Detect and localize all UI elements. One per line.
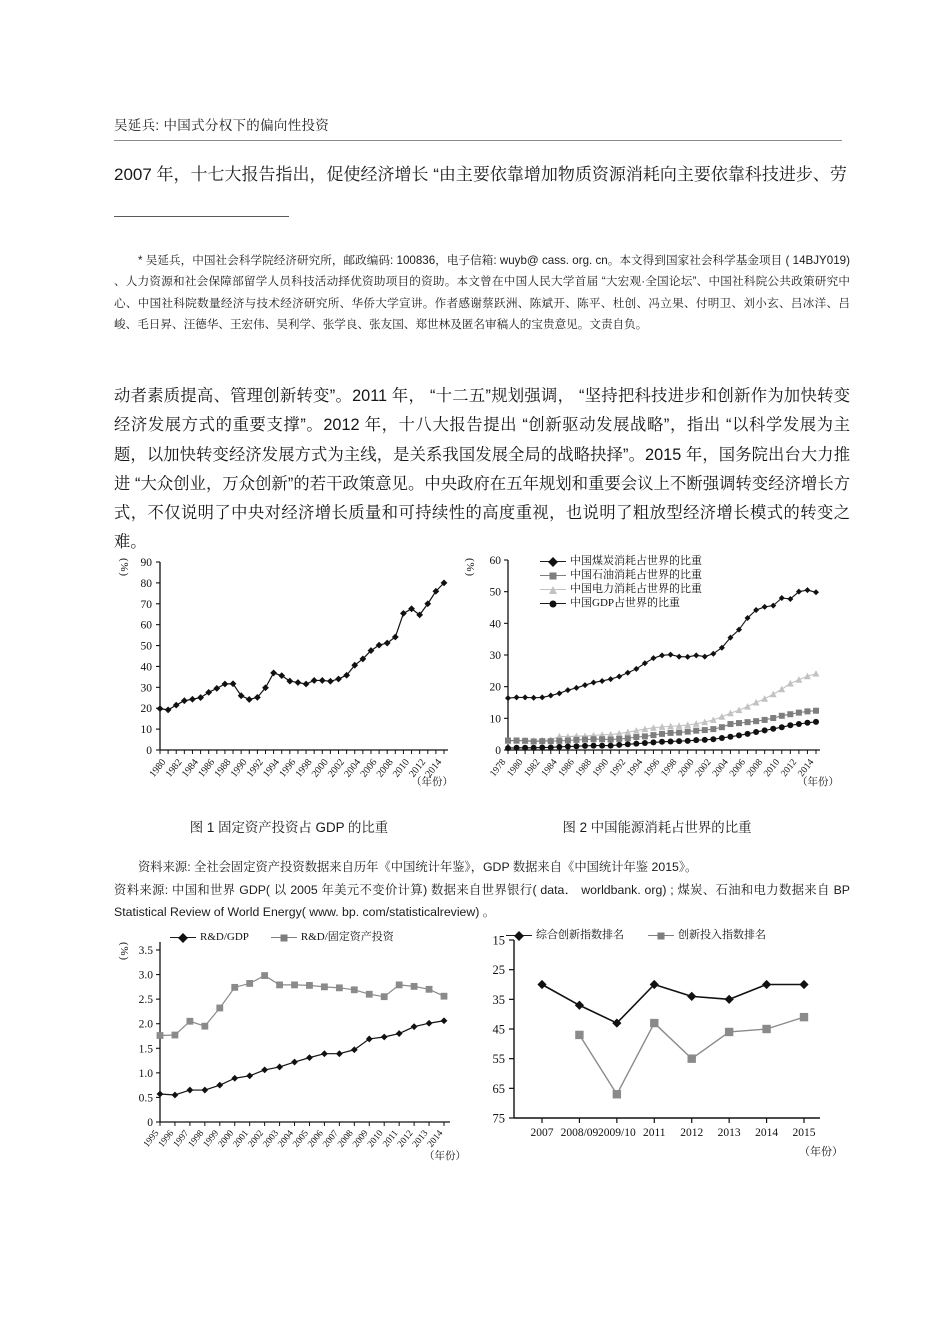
svg-text:2005: 2005 (291, 1128, 311, 1150)
running-head-rule (114, 140, 842, 141)
svg-text:50: 50 (140, 640, 152, 653)
fig1-x-axis-unit: （年份） (411, 776, 453, 788)
circle-marker-icon (550, 600, 557, 607)
svg-text:2004: 2004 (276, 1128, 296, 1150)
svg-text:2001: 2001 (231, 1128, 252, 1150)
svg-text:2006: 2006 (727, 757, 748, 779)
chart-fig1 (114, 552, 464, 802)
fig2-x-axis-unit: （年份） (797, 776, 839, 788)
source-notes (114, 856, 850, 924)
svg-text:1994: 1994 (261, 757, 283, 780)
svg-text:1988: 1988 (573, 757, 594, 779)
line-swatch-icon (540, 589, 566, 590)
svg-text:75: 75 (492, 1111, 505, 1126)
chart-fig4 (466, 930, 850, 1180)
svg-text:1998: 1998 (658, 757, 680, 779)
fig3-legend-label-rd-gdp: R&D/GDP (200, 931, 249, 943)
fig4-legend-item-composite (506, 928, 624, 942)
svg-text:2014: 2014 (425, 1128, 446, 1150)
fig3-plot (114, 930, 466, 1180)
svg-text:1986: 1986 (556, 757, 577, 779)
svg-text:1994: 1994 (624, 757, 646, 779)
svg-text:2007: 2007 (321, 1128, 341, 1150)
svg-text:2008: 2008 (336, 1128, 356, 1150)
fig2-legend-item-power (540, 582, 702, 596)
svg-text:2004: 2004 (342, 757, 364, 780)
svg-text:15: 15 (492, 933, 505, 948)
svg-text:2010: 2010 (390, 757, 412, 780)
svg-text:1982: 1982 (163, 757, 185, 780)
svg-text:10: 10 (140, 724, 152, 737)
fig2-y-axis-unit: ( % ) (464, 558, 476, 575)
svg-text:2010: 2010 (366, 1128, 386, 1150)
line-swatch-icon (506, 935, 532, 936)
svg-text:2.0: 2.0 (138, 1018, 153, 1031)
diamond-marker-icon (514, 931, 524, 941)
footnote-body: * 吴延兵，中国社会科学院经济研究所，邮政编码: 100836，电子信箱: wuyb@ cass. org. cn。本文得到国家社会科学基金项目 ( 14BJY019) 、人力资源和社会保障部留学人员科技活动择优资助项目的资助。本文曾在中国人民大学首届 “大宏观·全国论坛”、中国社科院公共政策研究中心、中国社科院数量经济与技术经济研究所、华侨大学宣讲。作者感谢蔡跃洲、陈斌开、陈平、杜创、冯立果、付明卫、刘小玄、吕冰洋、吕峻、毛日昇、汪德华、王宏伟、吴利学、张学良、张友国、郑世林及匿名审稿人的宝贵意见。文责自负。 (114, 254, 850, 332)
svg-text:55: 55 (492, 1052, 505, 1067)
square-marker-icon (550, 572, 557, 579)
svg-text:10: 10 (489, 713, 501, 726)
figure-band-bottom (114, 930, 850, 1180)
footnote-text (114, 250, 850, 336)
svg-text:40: 40 (489, 618, 501, 631)
triangle-marker-icon (549, 586, 557, 594)
svg-text:2011: 2011 (642, 1127, 666, 1139)
line-swatch-icon (170, 937, 196, 938)
svg-text:1980: 1980 (147, 757, 169, 780)
svg-text:1992: 1992 (607, 757, 629, 779)
svg-text:1978: 1978 (487, 757, 509, 779)
svg-text:1980: 1980 (504, 757, 526, 779)
svg-text:35: 35 (492, 992, 505, 1007)
line-swatch-icon (271, 937, 297, 938)
diamond-marker-icon (178, 933, 188, 943)
svg-text:2007: 2007 (530, 1127, 554, 1139)
source-note-1-text: 资料来源: 全社会固定资产投资数据来自历年《中国统计年鉴》，GDP 数据来自《中国统计年鉴 2015》。 (138, 860, 698, 874)
svg-text:1990: 1990 (228, 757, 250, 780)
body-paragraph: 动者素质提高、管理创新转变”。2011 年， “十二五”规划强调， “坚持把科技进步和创新作为加快转变经济发展方式的重要支撑”。2012 年，十八大报告提出 “创新驱动发展战略”，指出 “以科学发展为主题，以加快转变经济发展方式为主线，是关系我国发展全局的战略抉择”。2015 年，国务院出台大力推进 “大众创业，万众创新”的若干政策意见。中央政府在五年规划和重要会议上不断强调转变经济增长方式，不仅说明了中央对经济增长质量和可持续性的高度重视，也说明了粗放型经济增长模式的转变之难。 (114, 387, 850, 552)
line-swatch-icon (648, 935, 674, 936)
fig3-legend-item-rd-fai (271, 930, 394, 944)
svg-text:2013: 2013 (717, 1127, 741, 1139)
running-head: 吴延兵: 中国式分权下的偏向性投资 (114, 118, 330, 133)
figure-2-caption: 图 2 中国能源消耗占世界的比重 (562, 820, 752, 835)
fig2-legend-item-coal (540, 554, 702, 568)
svg-text:2012: 2012 (396, 1128, 416, 1150)
svg-text:2009: 2009 (351, 1128, 371, 1150)
svg-text:2006: 2006 (358, 757, 380, 780)
fig2-legend-item-oil (540, 568, 702, 582)
fig4-legend-label-input: 创新投入指数排名 (678, 929, 766, 941)
fig2-legend-label-power: 中国电力消耗占世界的比重 (570, 583, 702, 595)
svg-text:2014: 2014 (755, 1127, 779, 1139)
svg-text:65: 65 (492, 1081, 505, 1096)
figure-band-top (114, 552, 850, 852)
svg-text:2012: 2012 (407, 757, 429, 780)
fig1-y-axis-unit: ( % ) (118, 558, 130, 575)
fig1-plot (114, 552, 464, 802)
svg-text:20: 20 (140, 703, 152, 716)
svg-text:2004: 2004 (710, 757, 731, 779)
svg-text:2002: 2002 (326, 757, 347, 780)
svg-text:45: 45 (492, 1022, 505, 1037)
footnote-separator-rule (114, 216, 289, 217)
svg-text:1988: 1988 (212, 757, 234, 780)
svg-text:2000: 2000 (676, 757, 697, 779)
svg-text:1997: 1997 (171, 1128, 192, 1150)
source-note-1 (114, 856, 850, 879)
chart-fig3 (114, 930, 466, 1180)
svg-text:2014: 2014 (423, 757, 445, 780)
svg-text:2.5: 2.5 (138, 994, 153, 1007)
svg-text:2013: 2013 (410, 1128, 431, 1150)
svg-text:80: 80 (140, 577, 152, 590)
svg-text:1984: 1984 (539, 757, 560, 779)
svg-text:2002: 2002 (246, 1128, 266, 1150)
svg-text:0: 0 (495, 745, 501, 757)
fig4-x-axis-unit: （年份） (799, 1146, 843, 1158)
svg-text:0: 0 (147, 1117, 153, 1129)
diamond-marker-icon (548, 557, 558, 567)
svg-text:2002: 2002 (693, 757, 714, 779)
svg-text:1.0: 1.0 (138, 1067, 153, 1080)
svg-text:90: 90 (140, 557, 152, 569)
chart-fig2 (464, 552, 850, 802)
svg-text:1990: 1990 (590, 757, 612, 779)
svg-text:70: 70 (140, 598, 152, 611)
svg-text:1996: 1996 (641, 757, 663, 779)
fig3-legend-label-rd-fai: R&D/固定资产投资 (300, 931, 394, 943)
fig2-legend-item-gdp (540, 596, 702, 610)
line-swatch-icon (540, 603, 566, 604)
svg-text:1998: 1998 (293, 757, 315, 780)
fig3-x-axis-unit: （年份） (424, 1150, 466, 1162)
fig4-legend-item-input (648, 928, 766, 942)
svg-text:3.5: 3.5 (138, 945, 153, 957)
svg-text:2012: 2012 (680, 1127, 704, 1139)
svg-text:40: 40 (140, 661, 152, 674)
svg-text:1992: 1992 (244, 757, 266, 780)
fig2-legend-label-coal: 中国煤炭消耗占世界的比重 (570, 555, 702, 567)
svg-text:1996: 1996 (277, 757, 299, 780)
svg-text:0.5: 0.5 (138, 1092, 153, 1105)
svg-text:20: 20 (489, 681, 501, 694)
svg-text:1999: 1999 (201, 1128, 222, 1150)
svg-text:2015: 2015 (792, 1127, 816, 1139)
svg-text:0: 0 (146, 745, 152, 757)
svg-text:2000: 2000 (309, 757, 331, 780)
square-marker-icon (280, 934, 287, 941)
fig4-plot (466, 930, 850, 1180)
svg-text:1998: 1998 (186, 1128, 207, 1150)
line-swatch-icon (540, 575, 566, 576)
svg-text:1984: 1984 (179, 757, 201, 780)
svg-text:2010: 2010 (761, 757, 783, 779)
svg-text:2003: 2003 (261, 1128, 281, 1150)
figure-1-caption: 图 1 固定资产投资占 GDP 的比重 (189, 820, 389, 835)
svg-text:2008: 2008 (374, 757, 396, 780)
svg-text:25: 25 (492, 963, 505, 978)
svg-text:30: 30 (489, 650, 501, 662)
fig3-y-axis-unit: ( % ) (118, 942, 130, 959)
fig2-legend (540, 554, 702, 610)
svg-text:1996: 1996 (156, 1128, 177, 1150)
svg-text:1.5: 1.5 (138, 1043, 153, 1056)
svg-text:2012: 2012 (778, 757, 800, 779)
svg-text:3.0: 3.0 (138, 969, 153, 982)
fig2-legend-label-oil: 中国石油消耗占世界的比重 (570, 569, 702, 581)
svg-text:50: 50 (489, 586, 501, 599)
svg-text:2014: 2014 (795, 757, 817, 779)
fig3-legend (170, 930, 394, 944)
fig2-legend-label-gdp: 中国GDP占世界的比重 (570, 597, 681, 609)
svg-text:2008: 2008 (744, 757, 766, 779)
svg-text:60: 60 (140, 619, 152, 632)
fig4-legend-label-composite: 综合创新指数排名 (536, 929, 624, 941)
source-note-2: 资料来源: 中国和世界 GDP( 以 2005 年美元不变价计算) 数据来自世界银行( data． worldbank. org) ; 煤炭、石油和电力数据来自 BP Statistical Review of World Energy( www. bp. com/statisticalreview) 。 (114, 882, 850, 919)
svg-text:2008/09: 2008/09 (560, 1127, 599, 1139)
svg-text:2011: 2011 (381, 1128, 401, 1150)
top-paragraph: 2007 年，十七大报告指出，促使经济增长 “由主要依靠增加物质资源消耗向主要依靠科技进步、劳 (114, 165, 847, 184)
svg-text:1995: 1995 (141, 1128, 162, 1150)
line-swatch-icon (540, 561, 566, 562)
svg-text:2000: 2000 (216, 1128, 237, 1150)
svg-text:60: 60 (489, 555, 501, 567)
square-marker-icon (658, 932, 665, 939)
svg-text:30: 30 (140, 682, 152, 695)
svg-text:1986: 1986 (196, 757, 218, 780)
fig3-legend-item-rd-gdp (170, 930, 249, 944)
svg-text:1982: 1982 (522, 757, 543, 779)
svg-text:2009/10: 2009/10 (598, 1127, 636, 1139)
fig4-legend (506, 928, 766, 942)
svg-text:2006: 2006 (306, 1128, 326, 1150)
